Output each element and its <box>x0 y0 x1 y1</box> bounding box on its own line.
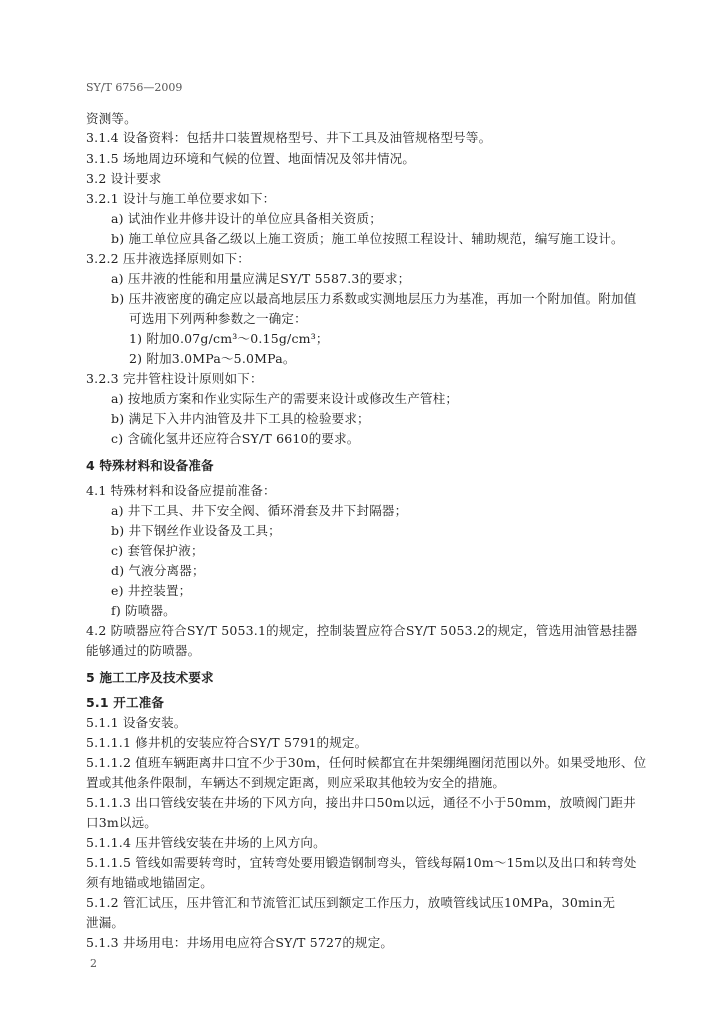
list-item: d) 气液分离器； <box>111 563 205 578</box>
text-line: 置或其他条件限制，车辆达不到规定距离，则应采取其他较为安全的措施。 <box>86 775 506 790</box>
text-line: 须有地锚或地锚固定。 <box>86 875 214 890</box>
standard-code-header: SY/T 6756—2009 <box>86 81 183 94</box>
clause-5-1-1-4: 5.1.1.4 压井管线安装在井场的上风方向。 <box>86 835 326 850</box>
list-item: c) 套管保护液； <box>111 543 204 558</box>
clause-4-1: 4.1 特殊材料和设备应提前准备： <box>86 483 276 498</box>
clause-3-1-5: 3.1.5 场地周边环境和气候的位置、地面情况及邻井情况。 <box>86 151 416 166</box>
list-item: f) 防喷器。 <box>111 603 176 618</box>
clause-5-1-2: 5.1.2 管汇试压，压井管汇和节流管汇试压到额定工作压力，放喷管线试压10MPa，30min无 <box>86 895 616 910</box>
clause-3-2-heading: 3.2 设计要求 <box>86 171 162 186</box>
list-item: a) 压井液的性能和用量应满足SY/T 5587.3的要求； <box>111 271 411 286</box>
clause-4-2: 4.2 防喷器应符合SY/T 5053.1的规定，控制装置应符合SY/T 5053.2的规定，管选用油管悬挂器 <box>86 623 638 638</box>
text-line: 资测等。 <box>86 111 137 126</box>
text-line: 能够通过的防喷器。 <box>86 643 201 658</box>
list-item: a) 按地质方案和作业实际生产的需要来设计或修改生产管柱； <box>111 391 459 406</box>
section-5-heading: 5 施工工序及技术要求 <box>86 670 214 685</box>
clause-5-1-1: 5.1.1 设备安装。 <box>86 715 187 730</box>
text-line: 可选用下列两种参数之一确定： <box>129 311 307 326</box>
page-number: 2 <box>90 957 97 970</box>
clause-5-1-1-5: 5.1.1.5 管线如需要转弯时，宜转弯处要用锻造钢制弯头，管线每隔10m～15m以及出口和转弯处 <box>86 855 637 870</box>
clause-3-2-3: 3.2.3 完井管柱设计原则如下： <box>86 371 263 386</box>
list-item: b) 施工单位应具备乙级以上施工资质；施工单位按照工程设计、辅助规范，编写施工设计。 <box>111 231 624 246</box>
text-line: 泄漏。 <box>86 915 125 930</box>
clause-5-1-3: 5.1.3 井场用电：井场用电应符合SY/T 5727的规定。 <box>86 935 394 950</box>
clause-3-2-2: 3.2.2 压井液选择原则如下： <box>86 251 250 266</box>
sub-list-item: 1) 附加0.07g/cm³～0.15g/cm³； <box>129 331 329 346</box>
clause-3-1-4: 3.1.4 设备资料：包括井口装置规格型号、井下工具及油管规格型号等。 <box>86 130 492 145</box>
list-item: b) 井下钢丝作业设备及工具； <box>111 523 281 538</box>
list-item: b) 压井液密度的确定应以最高地层压力系数或实测地层压力为基准，再加一个附加值。附加值 <box>111 291 637 306</box>
list-item: e) 井控装置； <box>111 583 192 598</box>
clause-5-1-heading: 5.1 开工准备 <box>86 695 165 710</box>
section-4-heading: 4 特殊材料和设备准备 <box>86 458 214 473</box>
sub-list-item: 2) 附加3.0MPa～5.0MPa。 <box>129 351 296 366</box>
list-item: c) 含硫化氢井还应符合SY/T 6610的要求。 <box>111 431 360 446</box>
clause-5-1-1-2: 5.1.1.2 值班车辆距离井口宜不少于30m，任何时候都宜在井架绷绳圈闭范围以外。如果受地形、位 <box>86 755 647 770</box>
list-item: a) 试油作业井修井设计的单位应具备相关资质； <box>111 211 382 226</box>
list-item: b) 满足下入井内油管及井下工具的检验要求； <box>111 411 370 426</box>
text-line: 口3m以远。 <box>86 815 158 830</box>
clause-3-2-1: 3.2.1 设计与施工单位要求如下： <box>86 191 276 206</box>
list-item: a) 井下工具、井下安全阀、循环滑套及井下封隔器； <box>111 503 408 518</box>
clause-5-1-1-3: 5.1.1.3 出口管线安装在井场的下风方向，接出井口50m以远，通径不小于50mm，放喷阀门距井 <box>86 795 636 810</box>
clause-5-1-1-1: 5.1.1.1 修井机的安装应符合SY/T 5791的规定。 <box>86 735 368 750</box>
